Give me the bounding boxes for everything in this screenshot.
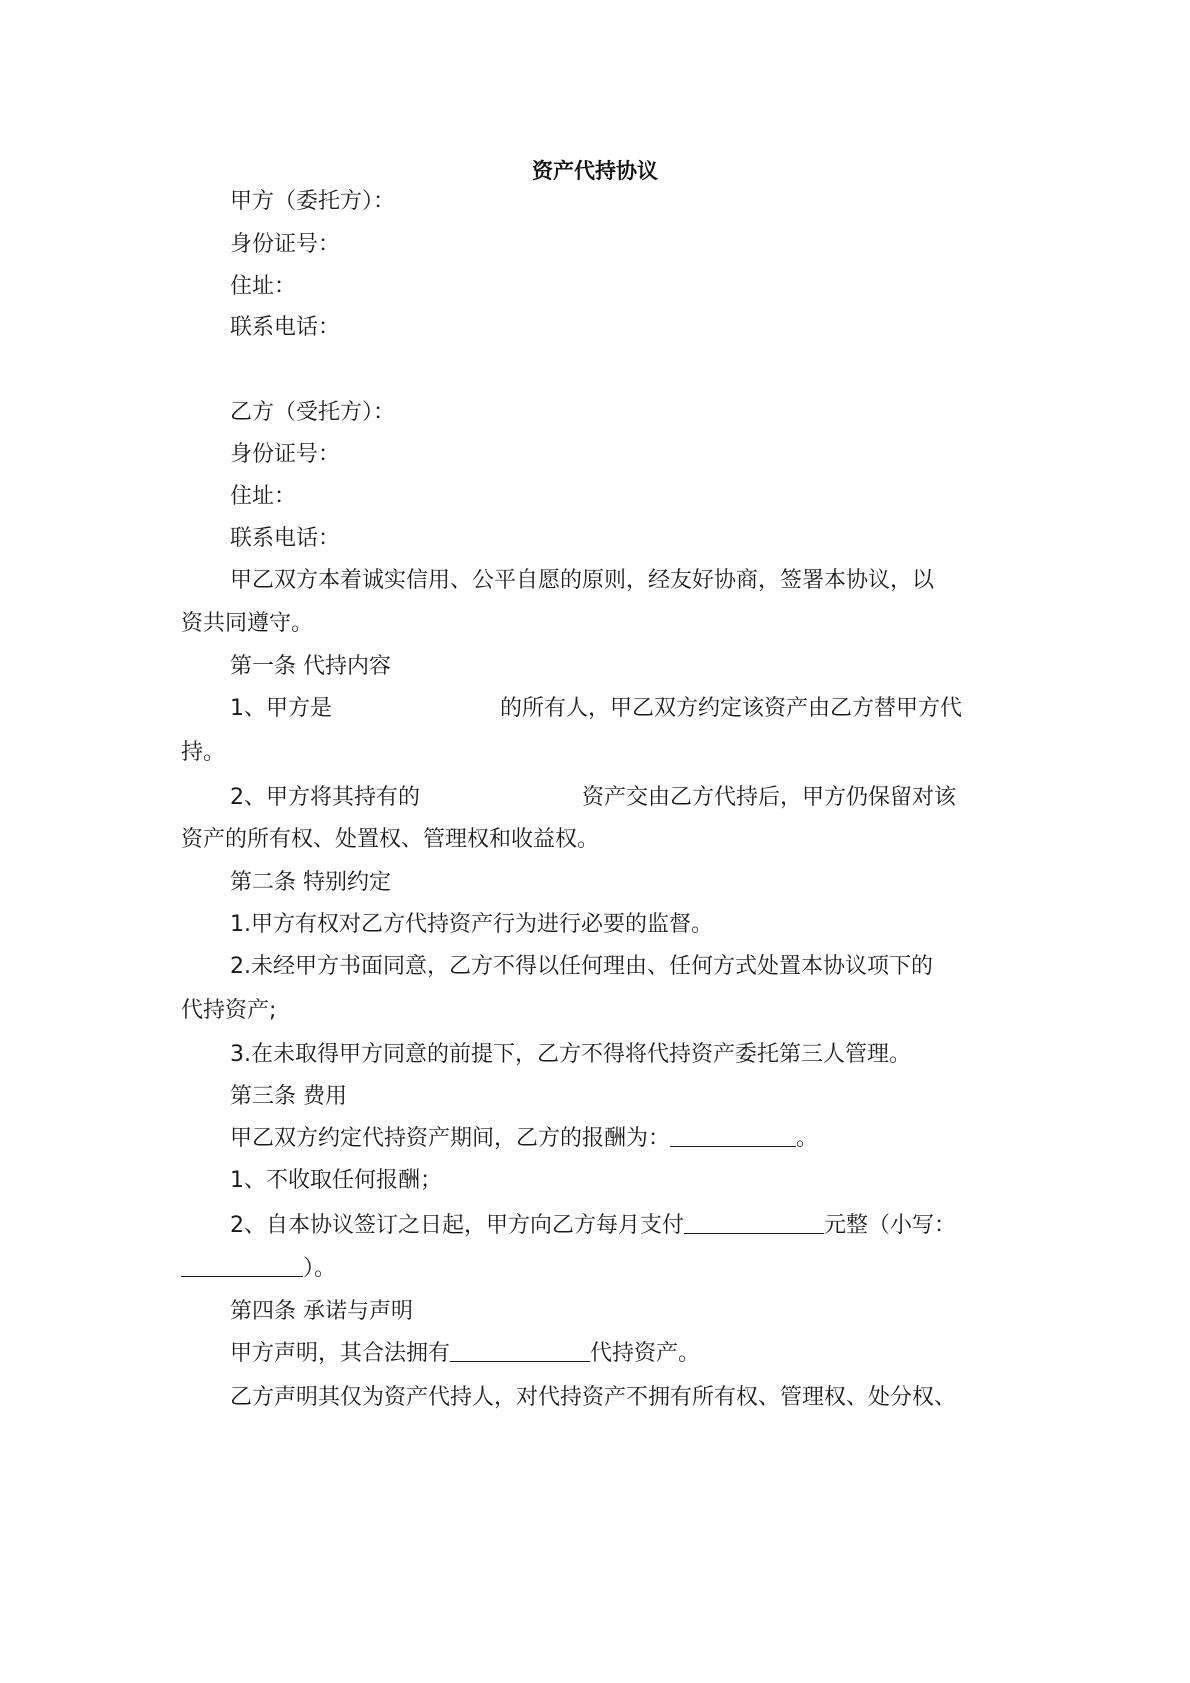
option-2-cont-suffix: ）。 xyxy=(303,1256,337,1281)
article-1-heading: 第一条 代持内容 xyxy=(230,654,391,679)
party-a-declaration xyxy=(230,1339,700,1369)
article-3-option-2 xyxy=(230,1211,956,1241)
remuneration-line xyxy=(230,1124,818,1154)
party-b-declaration: 乙方声明其仅为资产代持人，对代持资产不拥有所有权、管理权、处分权、 xyxy=(230,1385,957,1410)
party-a-id-label: 身份证号： xyxy=(230,232,341,257)
article-1-item-1-suffix: 的所有人，甲乙双方约定该资产由乙方替甲方代 xyxy=(500,696,963,721)
article-1-item-2-suffix: 资产交由乙方代持后，甲方仍保留对该 xyxy=(582,785,957,810)
article-1-item-2-prefix: 2、甲方将其持有的 xyxy=(230,785,420,810)
amount-lowercase-blank[interactable] xyxy=(181,1254,303,1277)
option-2-prefix: 2、自本协议签订之日起，甲方向乙方每月支付 xyxy=(230,1213,684,1238)
article-2-heading: 第二条 特别约定 xyxy=(230,870,391,895)
party-b-phone-label: 联系电话： xyxy=(230,526,341,551)
party-b-heading: 乙方（受托方）： xyxy=(230,400,396,425)
article-1-item-2-cont: 资产的所有权、处置权、管理权和收益权。 xyxy=(181,827,600,852)
article-2-item-2: 2.未经甲方书面同意，乙方不得以任何理由、任何方式处置本协议项下的 xyxy=(230,954,933,979)
document-title: 资产代持协议 xyxy=(532,159,658,183)
remuneration-blank[interactable] xyxy=(670,1124,796,1147)
article-3-option-2-cont xyxy=(181,1254,336,1284)
article-1-item-1 xyxy=(230,694,962,724)
article-2-item-2-cont: 代持资产; xyxy=(181,998,277,1023)
article-4-heading: 第四条 承诺与声明 xyxy=(230,1299,413,1324)
article-1-item-1-prefix: 1、甲方是 xyxy=(230,696,332,721)
preamble-line-2: 资共同遵守。 xyxy=(181,611,314,636)
article-3-option-1: 1、不收取任何报酬； xyxy=(230,1168,442,1193)
party-a-heading: 甲方（委托方）： xyxy=(230,189,396,214)
article-1-item-2 xyxy=(230,783,956,813)
party-a-phone-label: 联系电话： xyxy=(230,315,341,340)
party-a-address-label: 住址： xyxy=(230,274,297,299)
option-2-suffix: 元整（小写： xyxy=(824,1213,957,1238)
monthly-amount-blank[interactable] xyxy=(684,1211,824,1234)
remuneration-suffix: 。 xyxy=(796,1126,819,1151)
party-b-id-label: 身份证号： xyxy=(230,442,341,467)
party-a-declaration-suffix: 代持资产。 xyxy=(590,1341,701,1366)
article-3-heading: 第三条 费用 xyxy=(230,1084,347,1109)
article-1-item-1-cont: 持。 xyxy=(181,740,226,765)
party-b-address-label: 住址： xyxy=(230,484,297,509)
legal-asset-blank[interactable] xyxy=(450,1339,590,1362)
preamble-line-1: 甲乙双方本着诚实信用、公平自愿的原则，经友好协商，签署本协议，以 xyxy=(230,568,935,593)
remuneration-prefix: 甲乙双方约定代持资产期间，乙方的报酬为： xyxy=(230,1126,671,1151)
party-a-declaration-prefix: 甲方声明，其合法拥有 xyxy=(230,1341,451,1366)
article-2-item-1: 1.甲方有权对乙方代持资产行为进行必要的监督。 xyxy=(230,912,713,937)
article-2-item-3: 3.在未取得甲方同意的前提下，乙方不得将代持资产委托第三人管理。 xyxy=(230,1042,911,1067)
